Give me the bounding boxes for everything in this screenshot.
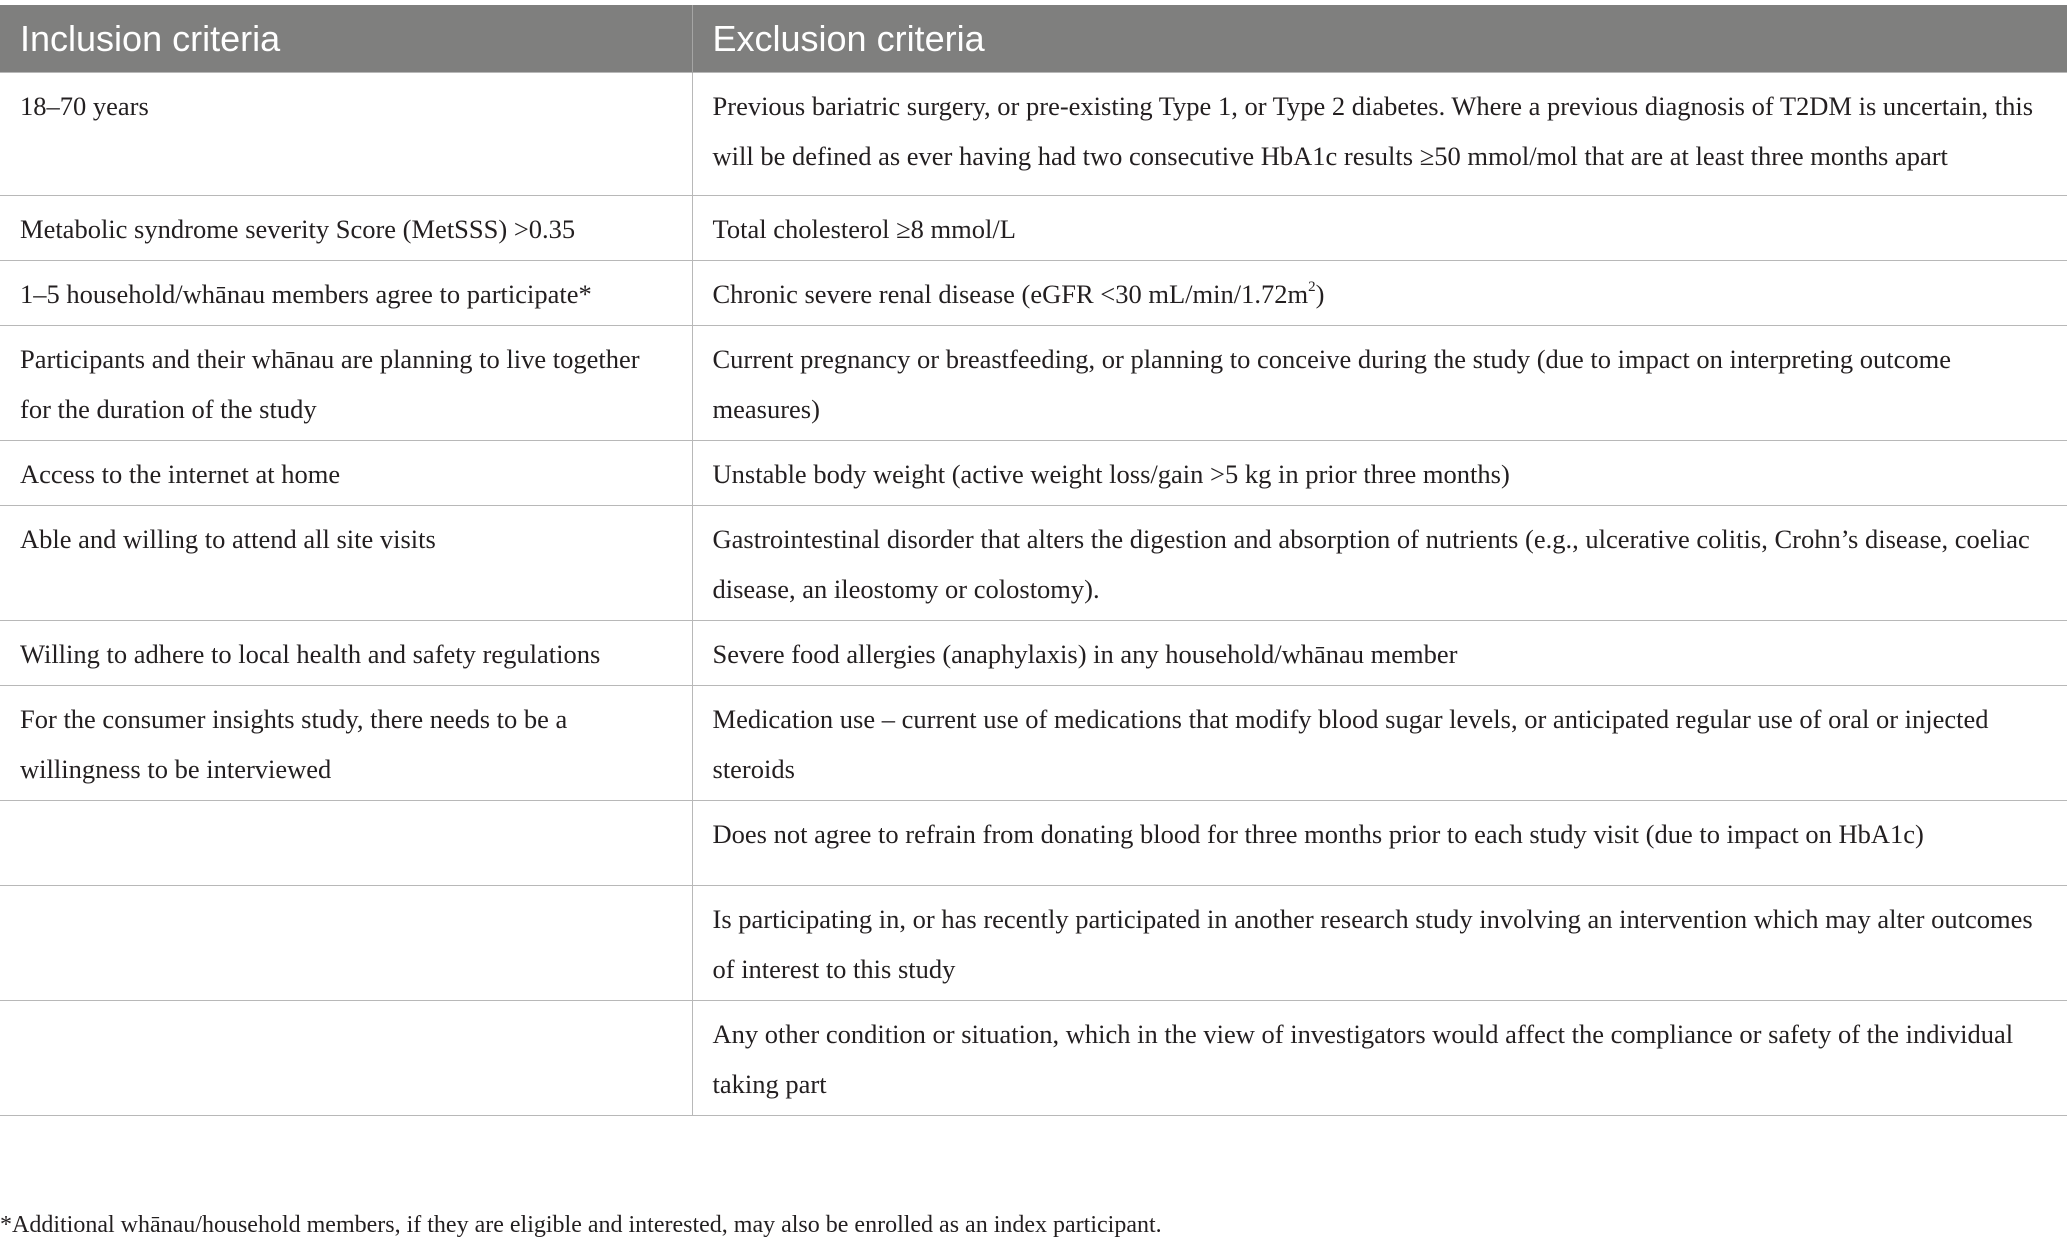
table-row: [0, 506, 2067, 621]
table-row: [0, 73, 2067, 196]
criteria-table: [0, 5, 2067, 1116]
inclusion-cell: [0, 801, 692, 886]
header-inclusion: Inclusion criteria: [0, 5, 692, 73]
criteria-table-container: [0, 5, 2067, 1116]
table-row: [0, 686, 2067, 801]
exclusion-cell: Is participating in, or has recently participated in another research study involving an intervention which may alter outcomes of interest to this study: [692, 886, 2067, 1001]
table-row: [0, 801, 2067, 886]
exclusion-cell: [692, 261, 2067, 326]
table-row: [0, 261, 2067, 326]
inclusion-cell: [0, 1001, 692, 1116]
exclusion-text-tail: ): [1315, 279, 1325, 309]
table-footnote: *Additional whānau/household members, if they are eligible and interested, may also be enrolled as an index participant.: [0, 1212, 1162, 1238]
header-exclusion: Exclusion criteria: [692, 5, 2067, 73]
inclusion-cell: Access to the internet at home: [0, 441, 692, 506]
inclusion-cell: Metabolic syndrome severity Score (MetSSS) >0.35: [0, 196, 692, 261]
inclusion-cell: Willing to adhere to local health and safety regulations: [0, 621, 692, 686]
exclusion-text: Chronic severe renal disease (eGFR <30 mL/min/1.72m: [712, 279, 1309, 309]
exclusion-cell: Previous bariatric surgery, or pre-existing Type 1, or Type 2 diabetes. Where a previous diagnosis of T2DM is uncertain, this will be defined as ever having had two consecutive HbA1c results ≥50 mmol/mol that are at least three months apart: [692, 73, 2067, 196]
inclusion-cell: 1–5 household/whānau members agree to participate*: [0, 261, 692, 326]
exclusion-cell: Severe food allergies (anaphylaxis) in any household/whānau member: [692, 621, 2067, 686]
table-row: [0, 886, 2067, 1001]
table-header-row: [0, 5, 2067, 73]
table-row: [0, 1001, 2067, 1116]
table-row: [0, 326, 2067, 441]
inclusion-cell: [0, 886, 692, 1001]
table-row: [0, 196, 2067, 261]
inclusion-cell: For the consumer insights study, there needs to be a willingness to be interviewed: [0, 686, 692, 801]
exclusion-cell: Gastrointestinal disorder that alters the digestion and absorption of nutrients (e.g., ulcerative colitis, Crohn’s disease, coeliac disease, an ileostomy or colostomy).: [692, 506, 2067, 621]
inclusion-cell: Participants and their whānau are planning to live together for the duration of the study: [0, 326, 692, 441]
table-row: [0, 441, 2067, 506]
table-row: [0, 621, 2067, 686]
exclusion-cell: Current pregnancy or breastfeeding, or planning to conceive during the study (due to impact on interpreting outcome measures): [692, 326, 2067, 441]
exclusion-cell: Medication use – current use of medications that modify blood sugar levels, or anticipated regular use of oral or injected steroids: [692, 686, 2067, 801]
inclusion-cell: 18–70 years: [0, 73, 692, 196]
exclusion-cell: Any other condition or situation, which in the view of investigators would affect the compliance or safety of the individual taking part: [692, 1001, 2067, 1116]
exclusion-cell: Total cholesterol ≥8 mmol/L: [692, 196, 2067, 261]
exclusion-cell: Does not agree to refrain from donating blood for three months prior to each study visit (due to impact on HbA1c): [692, 801, 2067, 886]
inclusion-cell: Able and willing to attend all site visits: [0, 506, 692, 621]
superscript: 2: [1308, 279, 1316, 295]
exclusion-cell: Unstable body weight (active weight loss/gain >5 kg in prior three months): [692, 441, 2067, 506]
